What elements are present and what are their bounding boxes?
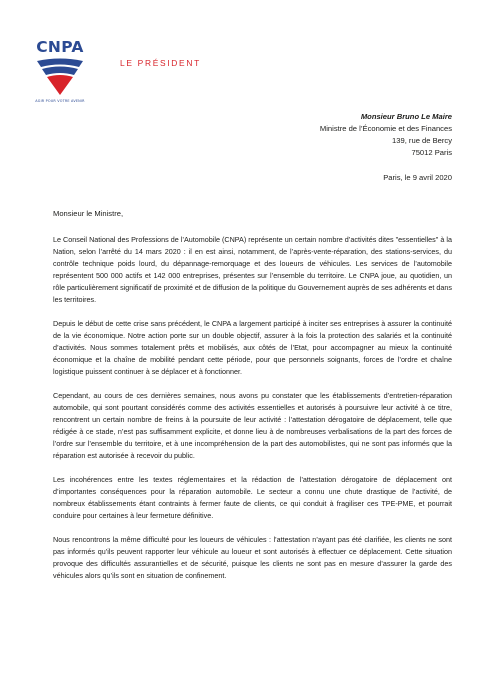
recipient-street: 139, rue de Bercy: [392, 136, 452, 146]
logo-wordmark: CNPA: [36, 38, 84, 56]
body-paragraph: Les incohérences entre les textes réglementaires et la rédaction de l’attestation dérogatoire de déplacement ont d’importantes conséquences pour la réparation automobile. Le secteur a connu une chute drastique de l’activité, de nombreux établissements étant contraints à fermer faute de clients, ce qui conduit à fragiliser ces TPE-PME, et pourrait conduire pour certaines à leur fermeture définitive.: [53, 475, 452, 520]
cnpa-logo: [30, 38, 90, 108]
body-paragraph: Cependant, au cours de ces dernières semaines, nous avons pu constater que les établissements d’entretien-réparation automobile, qui sont pourtant considérés comme des activités essentielles et autorisés à poursuivre leur activité à ce titre, rencontrent un certain nombre de freins à la poursuite de leur activité : l’attestation dérogatoire de déplacement, telle que rédigée à ce stade, n’est pas suffisamment explicite, et donne lieu à de nombreuses verbalisations de la part des forces de l’ordre sur l’ensemble du territoire, et à une incompréhension de la part des automobilistes, qui ne sont pas informés que la réparation est autorisée à recevoir du public.: [53, 391, 452, 460]
body-paragraph: Le Conseil National des Professions de l’Automobile (CNPA) représente un certain nombre d’activités dites "essentielles" à la Nation, selon l’arrêté du 14 mars 2020 : il en est ainsi, notamment, de l’après-vente-réparation, des stations-services, du contrôle technique poids lourd, du dépannage-remorquage et des loueurs de véhicules. Les services de l’automobile représentent 500 000 actifs et 142 000 entreprises, présentes sur l’ensemble du territoire. Le CNPA joue, au quotidien, un rôle particulièrement significatif de proximité et de diffusion de la politique du Gouvernement auprès de ses adhérents et dans les territoires.: [53, 235, 453, 304]
recipient-address: [320, 111, 452, 159]
recipient-city: 75012 Paris: [411, 148, 452, 158]
recipient-title: Ministre de l’Économie et des Finances: [319, 124, 452, 134]
salutation: Monsieur le Ministre,: [53, 209, 124, 218]
logo-emblem: [34, 57, 86, 97]
recipient-name: Monsieur Bruno Le Maire: [360, 112, 452, 121]
logo-tagline: AGIR POUR VOTRE AVENIR: [35, 99, 85, 103]
body-paragraph: Nous rencontrons la même difficulté pour les loueurs de véhicules : l’attestation n’ayant pas été clarifiée, les clients ne sont pas informés qu’ils peuvent rapporter leur véhicule au loueur et sont autorisés à effectuer ce déplacement. Cette situation provoque des difficultés assurantielles et de sécurité, puisque les clients ne sont pas en mesure d’assurer la garde des véhicules alors qu’ils sont en situation de confinement.: [53, 535, 452, 580]
letter-body: [53, 234, 452, 594]
sender-role: LE PRÉSIDENT: [120, 58, 201, 68]
letter-date: Paris, le 9 avril 2020: [383, 173, 452, 182]
body-paragraph: Depuis le début de cette crise sans précédent, le CNPA a largement participé à inciter ses entreprises à assurer la continuité de la vie économique. Notre action porte sur un double objectif, assurer à la fois la protection des salariés et la continuité d’activités. Nous sommes totalement prêts et mobilisés, aux côtés de l’Etat, pour accompagner au mieux la continuité économique et la chaîne de mobilité pendant cette période, pour que personnels soignants, forces de l’ordre et chaîne logistique puissent continuer à se déplacer et à fonctionner.: [53, 319, 452, 376]
